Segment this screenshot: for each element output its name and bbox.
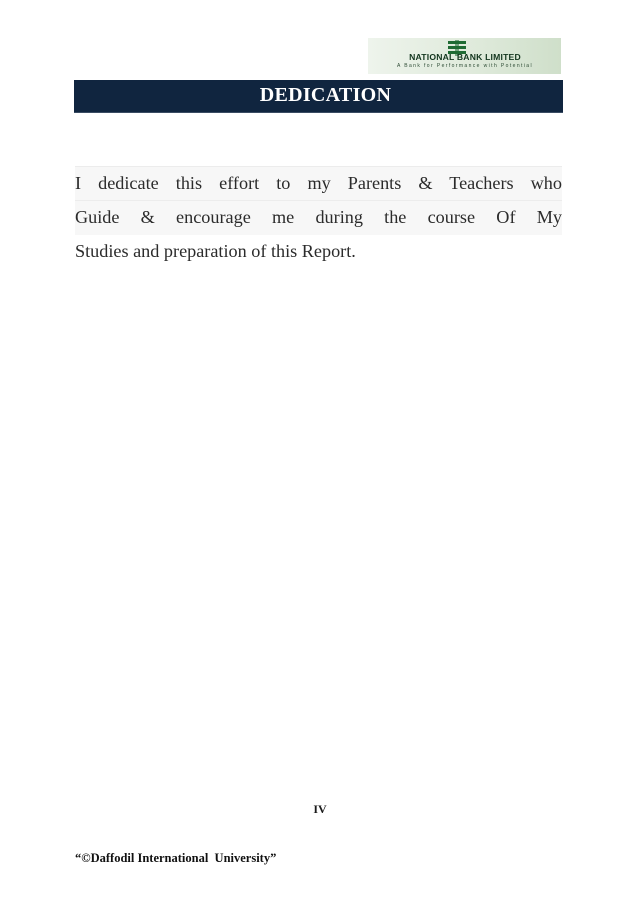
dedication-paragraph	[75, 166, 562, 268]
paragraph-line: Studies and preparation of this Report.	[75, 240, 356, 261]
logo-bank-name: NATIONAL BANK LIMITED	[409, 52, 521, 62]
footer-copyright: “©Daffodil International University”	[75, 851, 277, 865]
paragraph-line: Guide & encourage me during the course Of My	[75, 200, 562, 234]
section-title-bar	[74, 80, 563, 113]
section-title: DEDICATION	[259, 84, 392, 106]
logo-tagline: A Bank for Performance with Potential	[396, 63, 533, 69]
page-number: IV	[313, 802, 327, 816]
national-bank-logo	[368, 38, 561, 74]
paragraph-line: I dedicate this effort to my Parents & Teachers who	[75, 166, 562, 200]
